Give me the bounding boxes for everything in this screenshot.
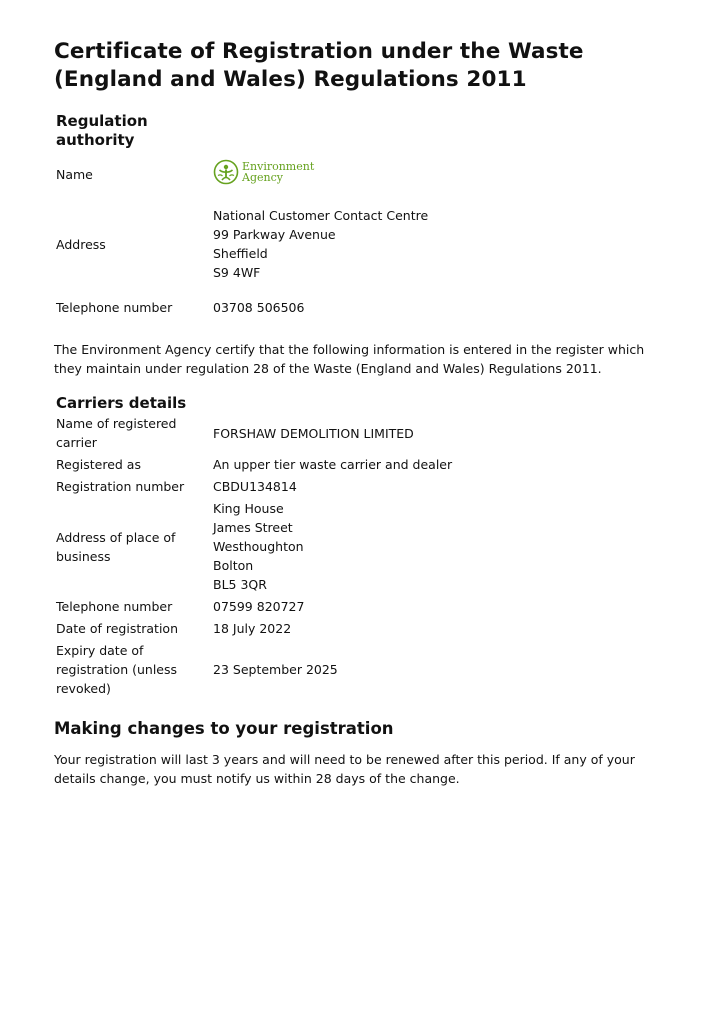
carrier-telephone: 07599 820727 (213, 599, 305, 614)
logo-text-line2: Agency (242, 170, 283, 184)
carriers-details-heading: Carriers details (56, 394, 187, 412)
carrier-name-label: Name of registered carrier (56, 416, 177, 450)
carrier-telephone-label: Telephone number (56, 599, 173, 614)
logo-text-line1: Environment (242, 159, 315, 173)
business-address-row (54, 498, 452, 596)
regulation-authority-heading: Regulation authority (56, 112, 148, 149)
expiry-date-row (54, 640, 452, 700)
authority-address (213, 196, 428, 292)
registered-as-label: Registered as (56, 457, 141, 472)
registration-number-label: Registration number (56, 479, 185, 494)
carriers-details-table (54, 413, 452, 700)
document-title-line1: Certificate of Registration under the Waste (54, 39, 584, 64)
document-title (54, 38, 666, 94)
authority-telephone-row (54, 292, 428, 322)
registered-as-row (54, 454, 452, 476)
registration-date-label: Date of registration (56, 621, 178, 636)
registration-number-row (54, 476, 452, 498)
business-address-line: Westhoughton (213, 539, 304, 554)
registration-number: CBDU134814 (213, 479, 297, 494)
expiry-date: 23 September 2025 (213, 662, 338, 677)
document-title-line2: (England and Wales) Regulations 2011 (54, 67, 527, 92)
business-address-label: Address of place of business (56, 529, 176, 564)
business-address-line: James Street (213, 520, 293, 535)
authority-address-line: 99 Parkway Avenue (213, 227, 336, 242)
expiry-date-label: Expiry date of registration (unless revoked) (56, 643, 178, 696)
authority-address-line: S9 4WF (213, 265, 261, 280)
authority-telephone-label: Telephone number (56, 299, 173, 315)
authority-address-line: National Customer Contact Centre (213, 208, 429, 223)
authority-telephone: 03708 506506 (213, 299, 305, 315)
business-address-line: BL5 3QR (213, 577, 267, 592)
certificate-page (54, 38, 666, 788)
business-address-line: King House (213, 501, 284, 516)
registration-date-row (54, 618, 452, 640)
authority-name-label: Name (56, 166, 93, 182)
making-changes-text: Your registration will last 3 years and will need to be renewed after this period. If any of your details change, you must notify us within 28 days of the change. (54, 752, 635, 786)
environment-agency-emblem-icon (213, 159, 239, 185)
carrier-name-row (54, 413, 452, 454)
carrier-name: FORSHAW DEMOLITION LIMITED (213, 425, 414, 441)
certification-statement: The Environment Agency certify that the following information is entered in the register which they maintain under regulation 28 of the Waste (England and Wales) Regulations 2011. (54, 342, 645, 376)
authority-name-row (54, 152, 428, 196)
making-changes-heading: Making changes to your registration (54, 719, 394, 738)
environment-agency-logo (213, 159, 314, 185)
regulation-authority-table (54, 152, 428, 322)
authority-address-label: Address (56, 236, 106, 252)
registration-date: 18 July 2022 (213, 621, 292, 636)
business-address (213, 498, 452, 596)
carrier-telephone-row (54, 596, 452, 618)
registered-as: An upper tier waste carrier and dealer (213, 457, 453, 472)
authority-address-line: Sheffield (213, 246, 268, 261)
authority-address-row (54, 196, 428, 292)
business-address-line: Bolton (213, 558, 254, 573)
